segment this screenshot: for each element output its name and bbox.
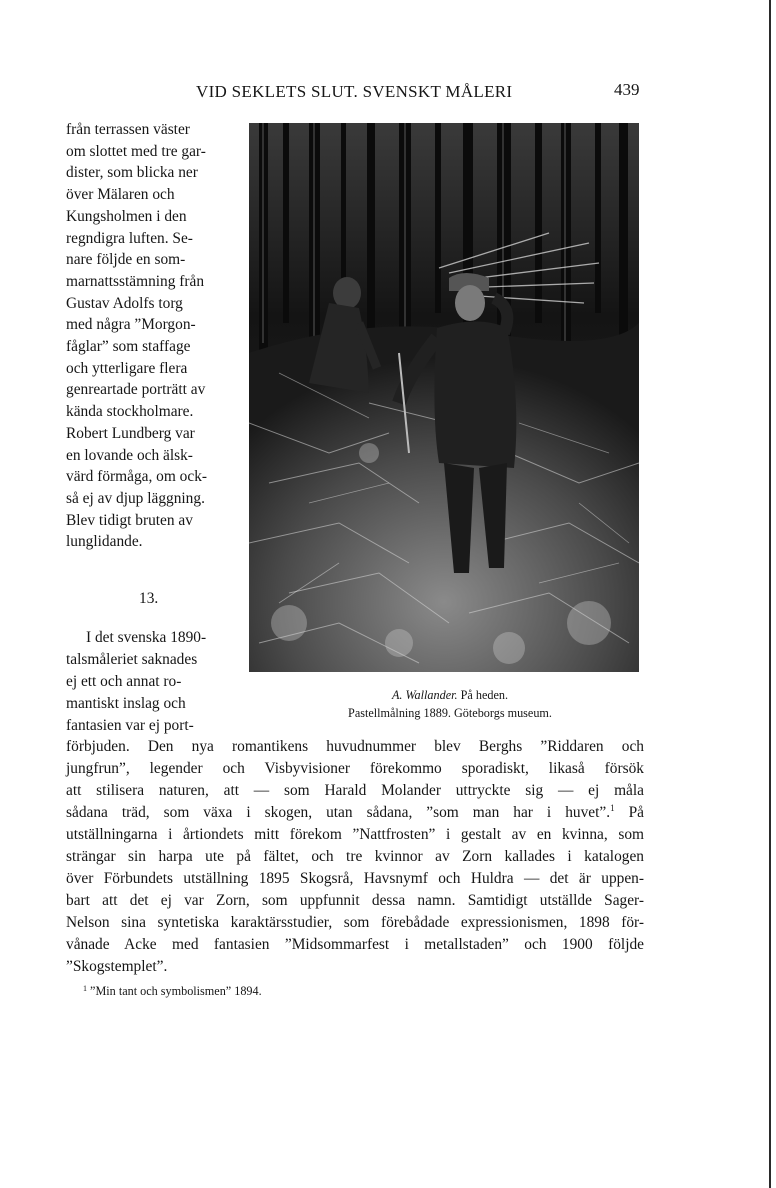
section-opening xyxy=(66,627,228,737)
text-line: kända stockholmare. xyxy=(66,403,194,421)
text-line: utställningarna i årtiondets mitt förekom ”Nattfrosten” i gestalt av en kvinna, som xyxy=(66,826,644,843)
text-line: förbjuden. Den nya romantikens huvudnummer blev Berghs ”Riddaren och xyxy=(66,738,644,755)
text-line: värd förmåga, om ock- xyxy=(66,468,208,486)
caption-line-1 xyxy=(290,686,610,704)
footnote-marker: 1 xyxy=(83,984,87,993)
column-paragraph xyxy=(66,119,228,553)
text-line: vånade Acke med fantasien ”Midsommarfest i metallstaden” och 1900 följde xyxy=(66,936,644,953)
text-line: ej ett och annat ro- xyxy=(66,673,182,690)
text-line: Kungsholmen i den xyxy=(66,207,187,225)
text-line: dister, som blicka ner xyxy=(66,164,198,182)
page-number: 439 xyxy=(614,80,640,99)
text-line: I det svenska 1890- xyxy=(86,629,207,646)
text-line: över Mälaren och xyxy=(66,186,175,204)
page-edge-shadow xyxy=(769,0,771,1188)
text-line: bart att det ej var Zorn, som uppfunnit dessa namn. Samtidigt utställde Sager- xyxy=(66,892,644,909)
caption-details: Pastellmålning 1889. Göteborgs museum. xyxy=(348,706,552,720)
text-line: nare följde en som- xyxy=(66,251,186,269)
figure-caption xyxy=(290,686,610,722)
section-number: 13. xyxy=(139,590,159,607)
text-line: Robert Lundberg var xyxy=(66,424,195,442)
text-line: fantasien var ej port- xyxy=(66,717,194,734)
text-line: marnattsstämning från xyxy=(66,272,205,290)
text-line: från terrassen väster xyxy=(66,121,190,138)
text-line: över Förbundets utställning 1895 Skogsrå, Havsnymf och Huldra — det är uppen- xyxy=(66,870,644,887)
text-line: regndigra luften. Se- xyxy=(66,229,193,247)
text-line: mantiskt inslag och xyxy=(66,695,186,712)
text-line-content: sådana träd, som växa i skogen, utan sådana, ”som man har i huvet”. xyxy=(66,804,611,821)
text-line: Gustav Adolfs torg xyxy=(66,294,183,312)
text-line: med några ”Morgon- xyxy=(66,316,196,334)
footnote-reference: 1 xyxy=(610,803,615,813)
text-line: om slottet med tre gar- xyxy=(66,142,206,160)
text-line: genreartade porträtt av xyxy=(66,381,206,399)
text-line: att stilisera naturen, att — som Harald Molander uttryckte sig — ej måla xyxy=(66,782,644,799)
pastel-painting-illustration xyxy=(249,123,639,672)
text-line: Blev tidigt bruten av xyxy=(66,511,193,529)
text-line: lunglidande. xyxy=(66,533,143,551)
caption-artist: A. Wallander. xyxy=(391,688,458,702)
text-line: en lovande och älsk- xyxy=(66,446,193,464)
text-line: talsmåleriet saknades xyxy=(66,651,198,668)
text-line: Nelson sina syntetiska karaktärsstudier, som förebådade expressionismen, 1898 för- xyxy=(66,914,644,931)
text-line: strängar sin harpa ute på fältet, och tre kvinnor av Zorn kallades i katalogen xyxy=(66,848,644,865)
text-line: ”Skogstemplet”. xyxy=(66,958,168,975)
text-line: så ej av djup läggning. xyxy=(66,489,205,507)
text-line: jungfrun”, legender och Visbyvisioner förekommo sporadiskt, likaså försök xyxy=(66,760,644,777)
footnote-text: ”Min tant och symbolismen” 1894. xyxy=(90,984,262,998)
text-line: fåglar” som staffage xyxy=(66,338,191,356)
text-line-tail: På xyxy=(628,804,644,821)
text-line xyxy=(66,802,644,824)
body-paragraph xyxy=(66,736,644,978)
footnote xyxy=(83,984,262,999)
text-line: och ytterligare flera xyxy=(66,359,188,377)
running-header: VID SEKLETS SLUT. SVENSKT MÅLERI xyxy=(196,82,513,101)
caption-title: På heden. xyxy=(460,688,508,702)
